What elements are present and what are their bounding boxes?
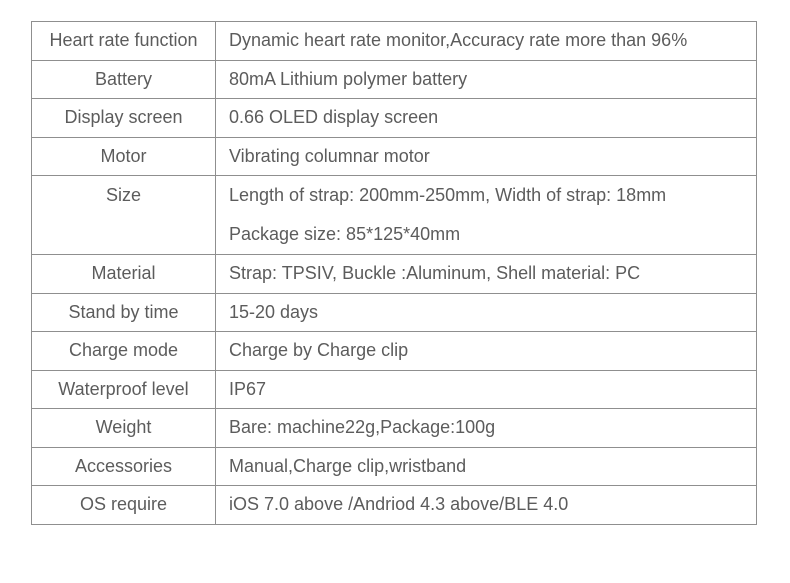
spec-value-accessories: Manual,Charge clip,wristband: [216, 447, 757, 486]
spec-value-os-require: iOS 7.0 above /Andriod 4.3 above/BLE 4.0: [216, 486, 757, 525]
table-row: [32, 137, 757, 176]
table-row: [32, 60, 757, 99]
spec-label-charge-mode: Charge mode: [32, 332, 216, 371]
spec-label-stand-by-time: Stand by time: [32, 293, 216, 332]
spec-value-material: Strap: TPSIV, Buckle :Aluminum, Shell material: PC: [216, 255, 757, 294]
spec-value-heart-rate-function: Dynamic heart rate monitor,Accuracy rate more than 96%: [216, 22, 757, 61]
spec-label-display-screen: Display screen: [32, 99, 216, 138]
spec-value-battery: 80mA Lithium polymer battery: [216, 60, 757, 99]
table-row: [32, 99, 757, 138]
spec-table: [31, 21, 757, 525]
table-row: [32, 370, 757, 409]
table-row: [32, 332, 757, 371]
table-row: [32, 293, 757, 332]
spec-label-waterproof-level: Waterproof level: [32, 370, 216, 409]
spec-value-size-strap: Length of strap: 200mm-250mm, Width of strap: 18mm: [229, 185, 667, 205]
spec-value-weight: Bare: machine22g,Package:100g: [216, 409, 757, 448]
table-row: [32, 176, 757, 255]
spec-label-motor: Motor: [32, 137, 216, 176]
spec-label-heart-rate-function: Heart rate function: [32, 22, 216, 61]
spec-label-battery: Battery: [32, 60, 216, 99]
table-row: [32, 22, 757, 61]
spec-value-waterproof-level: IP67: [216, 370, 757, 409]
spec-value-size: [216, 176, 757, 255]
table-row: [32, 486, 757, 525]
spec-value-motor: Vibrating columnar motor: [216, 137, 757, 176]
spec-label-os-require: OS require: [32, 486, 216, 525]
spec-label-weight: Weight: [32, 409, 216, 448]
spec-value-size-package: Package size: 85*125*40mm: [229, 224, 461, 244]
spec-label-material: Material: [32, 255, 216, 294]
table-row: [32, 409, 757, 448]
spec-value-display-screen: 0.66 OLED display screen: [216, 99, 757, 138]
spec-value-charge-mode: Charge by Charge clip: [216, 332, 757, 371]
table-row: [32, 447, 757, 486]
spec-value-stand-by-time: 15-20 days: [216, 293, 757, 332]
spec-label-accessories: Accessories: [32, 447, 216, 486]
table-row: [32, 255, 757, 294]
spec-label-size: Size: [32, 176, 216, 255]
